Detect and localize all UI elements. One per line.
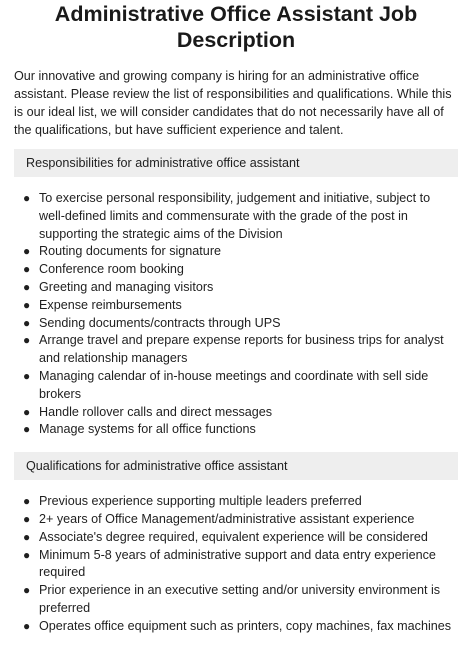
bullet-icon: ●	[23, 494, 31, 509]
intro-paragraph: Our innovative and growing company is hiring for an administrative office assistant. Please review the list of responsibilities and qualifications. While this is our ideal list, we will consider candidates that do not necessarily have all of the qualifications, but have sufficient experience and talent.	[14, 69, 452, 137]
bullet-icon: ●	[23, 529, 31, 544]
qualification-item	[23, 529, 458, 547]
bullet-icon: ●	[23, 297, 31, 312]
qualification-text: Prior experience in an executive setting and/or university environment is preferred	[39, 583, 441, 615]
responsibility-item	[23, 332, 458, 368]
bullet-icon: ●	[23, 191, 31, 205]
bullet-icon: ●	[23, 244, 31, 259]
bullet-icon: ●	[23, 583, 31, 598]
responsibility-item	[23, 421, 458, 439]
responsibility-item	[23, 368, 458, 404]
qualification-text: Previous experience supporting multiple leaders preferred	[39, 494, 362, 509]
responsibility-text: Handle rollover calls and direct messages	[39, 404, 273, 419]
page-title: Administrative Office Assistant Job Description	[54, 2, 418, 52]
responsibility-item	[23, 297, 458, 315]
responsibility-text: Manage systems for all office functions	[39, 422, 256, 437]
bullet-icon: ●	[23, 511, 31, 526]
qualification-text: Operates office equipment such as printers, copy machines, fax machines	[39, 618, 452, 633]
responsibility-item	[23, 315, 458, 333]
bullet-icon: ●	[23, 422, 31, 437]
qualification-item	[23, 493, 458, 511]
bullet-icon: ●	[23, 279, 31, 294]
responsibility-text: To exercise personal responsibility, judgement and initiative, subject to well-defined limits and commensurate with the grade of the post in supporting the strategic aims of the Division	[39, 191, 431, 241]
responsibility-text: Sending documents/contracts through UPS	[39, 315, 281, 330]
qualification-item	[23, 511, 458, 529]
bullet-icon: ●	[23, 618, 31, 633]
qualification-text: Minimum 5-8 years of administrative support and data entry experience required	[39, 547, 436, 580]
qualification-text: Associate's degree required, equivalent experience will be considered	[39, 529, 428, 544]
responsibility-item	[23, 261, 458, 279]
responsibility-text: Managing calendar of in-house meetings and coordinate with sell side brokers	[39, 368, 429, 401]
qualification-item	[23, 618, 458, 636]
bullet-icon: ●	[23, 333, 31, 348]
responsibility-text: Greeting and managing visitors	[39, 279, 214, 294]
responsibility-item	[23, 243, 458, 261]
bullet-icon: ●	[23, 547, 31, 562]
responsibilities-list	[14, 190, 458, 439]
bullet-icon: ●	[23, 404, 31, 419]
qualifications-list	[14, 493, 458, 635]
responsibilities-header: Responsibilities for administrative office assistant	[14, 149, 458, 177]
responsibility-text: Conference room booking	[39, 262, 184, 277]
responsibility-item	[23, 279, 458, 297]
responsibility-item	[23, 190, 458, 243]
responsibility-text: Routing documents for signature	[39, 244, 222, 259]
bullet-icon: ●	[23, 315, 31, 330]
responsibility-text: Expense reimbursements	[39, 297, 182, 312]
qualification-text: 2+ years of Office Management/administrative assistant experience	[39, 511, 415, 526]
qualification-item	[23, 547, 458, 583]
bullet-icon: ●	[23, 262, 31, 277]
bullet-icon: ●	[23, 368, 31, 383]
qualification-item	[23, 582, 458, 618]
responsibility-item	[23, 404, 458, 422]
responsibility-text: Arrange travel and prepare expense reports for business trips for analyst and relationship managers	[39, 333, 444, 366]
qualifications-header: Qualifications for administrative office assistant	[14, 452, 458, 480]
